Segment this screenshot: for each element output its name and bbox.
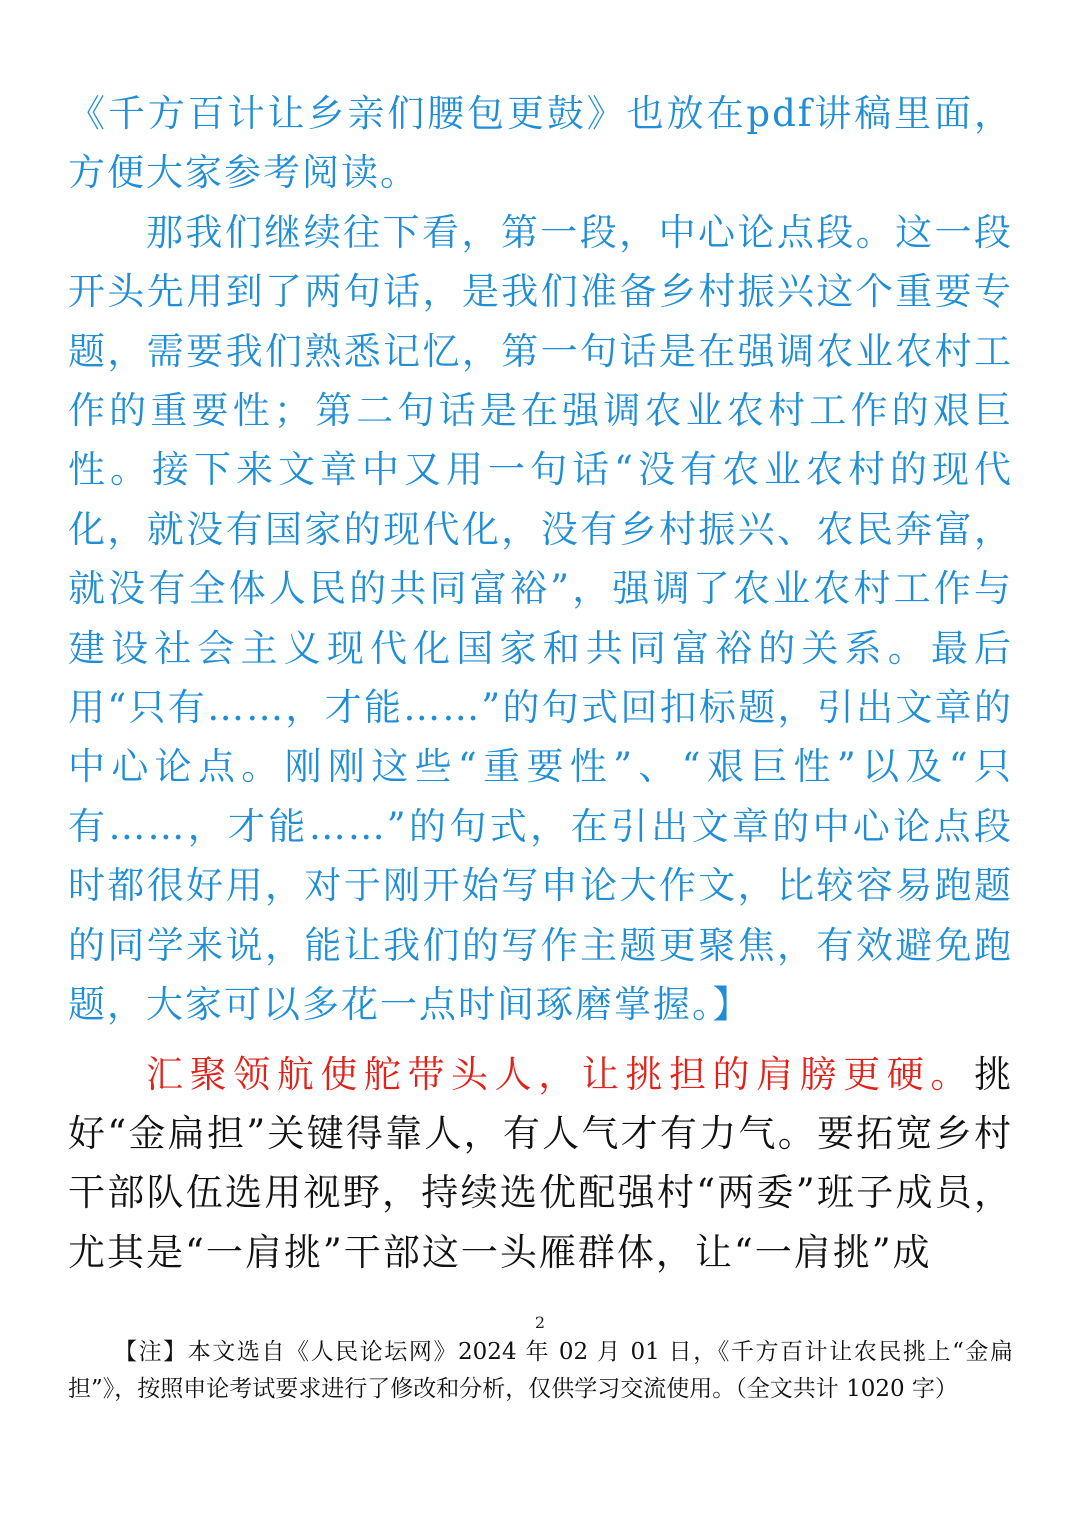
essay-body-text: 挑好“金扁担”关键得靠人，有人气才有力气。要拓宽乡村干部队伍选用视野，持续选优配强村“两委”班子成员，尤其是“一肩挑”干部这一头雁群体，让“一肩挑”成 [68, 1052, 1013, 1274]
document-body [68, 84, 1013, 1282]
commentary-paragraph-1: 《千方百计让乡亲们腰包更鼓》也放在pdf讲稿里面，方便大家参考阅读。 [68, 92, 1013, 195]
essay-paragraph-3 [68, 1045, 1013, 1283]
footnote: 【注】本文选自《人民论坛网》2024 年 02 月 01 日，《千方百计让农民挑上“金扁担”》，按照申论考试要求进行了修改和分析，仅供学习交流使用。（全文共计 1020 字） [68, 1339, 1013, 1402]
commentary-paragraph-2: 那我们继续往下看，第一段，中心论点段。这一段开头先用到了两句话，是我们准备乡村振兴这个重要专题，需要我们熟悉记忆，第一句话是在强调农业农村工作的重要性；第二句话是在强调农业农村工作的艰巨性。接下来文章中又用一句话“没有农业农村的现代化，就没有国家的现代化，没有乡村振兴、农民奔富，就没有全体人民的共同富裕”，强调了农业农村工作与建设社会主义现代化国家和共同富裕的关系。最后用“只有……，才能……”的句式回扣标题，引出文章的中心论点。刚刚这些“重要性”、“艰巨性”以及“只有……，才能……”的句式，在引出文章的中心论点段时都很好用，对于刚开始写申论大作文，比较容易跑题的同学来说，能让我们的写作主题更聚焦，有效避免跑题，大家可以多花一点时间琢磨掌握。】 [68, 210, 1013, 1027]
page-number: 2 [534, 1313, 546, 1332]
section-heading: 汇聚领航使舵带头人，让挑担的肩膀更硬。 [146, 1052, 974, 1096]
